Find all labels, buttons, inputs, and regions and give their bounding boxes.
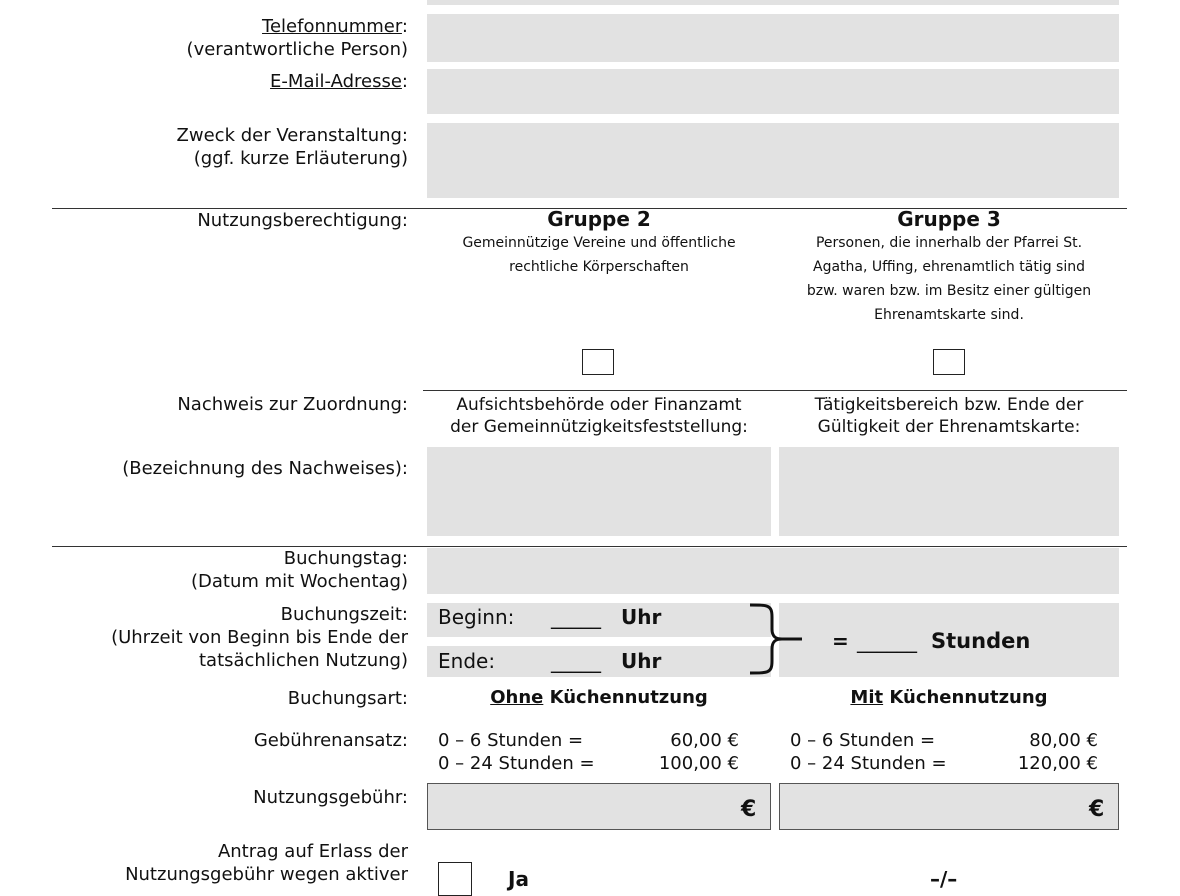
purpose-label-main: Zweck der Veranstaltung: <box>176 125 408 146</box>
usage-fee-with-currency: € <box>1089 797 1105 822</box>
usage-fee-with-field[interactable] <box>779 783 1119 830</box>
group3-title: Gruppe 3 <box>897 207 1001 231</box>
booking-day-label <box>191 547 408 593</box>
booking-day-label-sub: (Datum mit Wochentag) <box>190 571 408 592</box>
rate-without-row1-label: 0 – 6 Stunden = <box>438 730 584 751</box>
rate-without-row2-price: 100,00 € <box>658 753 739 774</box>
fee-rate-label: Gebührenansatz: <box>253 730 408 751</box>
usage-fee-label: Nutzungsgebühr: <box>253 787 408 808</box>
group2-block <box>427 207 771 279</box>
rate-with-row1-price: 80,00 € <box>1029 730 1098 751</box>
end-uhr: Uhr <box>621 649 662 673</box>
group3-block <box>779 207 1119 327</box>
proof-header-group2-line2: der Gemeinnützigkeitsfeststellung: <box>450 417 748 437</box>
proof-header-group3 <box>779 394 1119 438</box>
phone-label-colon: : <box>401 16 408 37</box>
phone-field[interactable] <box>427 14 1119 62</box>
proof-header-group2-line1: Aufsichtsbehörde oder Finanzamt <box>456 395 742 415</box>
proof-label: Nachweis zur Zuordnung: <box>177 394 408 415</box>
name-field-remnant[interactable] <box>427 0 1119 5</box>
usage-fee-without-field[interactable] <box>427 783 771 830</box>
purpose-label-sub: (ggf. kurze Erläuterung) <box>193 148 408 169</box>
group3-desc-line1: Personen, die innerhalb der Pfarrei St. <box>815 235 1083 251</box>
hours-equals: = <box>832 629 849 653</box>
booking-time-label-sub2: tatsächlichen Nutzung) <box>198 650 408 671</box>
proof-group2-field[interactable] <box>427 447 771 536</box>
group3-desc-line4: Ehrenamtskarte sind. <box>874 307 1024 323</box>
waiver-yes-label: Ja <box>508 867 529 891</box>
group2-checkbox[interactable] <box>582 349 614 375</box>
end-label: Ende: <box>438 649 496 673</box>
rate-with-row1-label: 0 – 6 Stunden = <box>790 730 936 751</box>
group3-checkbox[interactable] <box>933 349 965 375</box>
group3-desc-line2: Agatha, Uffing, ehrenamtlich tätig sind <box>813 259 1085 275</box>
booking-day-label-main: Buchungstag: <box>283 548 408 569</box>
begin-blank[interactable]: _____ <box>551 605 601 629</box>
booking-type-label: Buchungsart: <box>287 688 408 709</box>
brace-icon <box>746 601 806 677</box>
waiver-label-line2: Nutzungsgebühr wegen aktiver <box>125 864 408 885</box>
proof-header-group2 <box>427 394 771 438</box>
begin-uhr: Uhr <box>621 605 662 629</box>
hours-label: Stunden <box>931 629 1031 653</box>
email-field[interactable] <box>427 69 1119 114</box>
purpose-field[interactable] <box>427 123 1119 198</box>
proof-header-group3-line1: Tätigkeitsbereich bzw. Ende der <box>814 395 1084 415</box>
booking-time-label-sub1: (Uhrzeit von Beginn bis Ende der <box>111 627 408 648</box>
booking-type-without <box>427 686 771 710</box>
group2-title: Gruppe 2 <box>547 207 651 231</box>
rate-with-row2-label: 0 – 24 Stunden = <box>790 753 947 774</box>
divider-2 <box>423 390 1127 391</box>
end-blank[interactable]: _____ <box>551 649 601 673</box>
booking-day-field[interactable] <box>427 548 1119 594</box>
booking-type-without-rest: Küchennutzung <box>543 687 708 708</box>
booking-type-with-keyword: Mit <box>850 687 884 708</box>
waiver-checkbox[interactable] <box>438 862 472 896</box>
waiver-label-line1: Antrag auf Erlass der <box>217 841 408 862</box>
phone-label-main: Telefonnummer <box>262 16 402 37</box>
booking-time-label <box>111 603 408 672</box>
entitlement-label: Nutzungsberechtigung: <box>197 210 408 231</box>
phone-label <box>187 15 408 61</box>
hours-blank[interactable]: ______ <box>857 629 917 653</box>
purpose-label <box>177 124 408 170</box>
booking-time-label-main: Buchungszeit: <box>280 604 408 625</box>
booking-type-with-rest: Küchennutzung <box>883 687 1048 708</box>
rate-with-row2-price: 120,00 € <box>1017 753 1098 774</box>
proof-header-group3-line2: Gültigkeit der Ehrenamtskarte: <box>817 417 1081 437</box>
group3-desc-line3: bzw. waren bzw. im Besitz einer gültigen <box>806 283 1092 299</box>
usage-fee-without-currency: € <box>741 797 757 822</box>
proof-group3-field[interactable] <box>779 447 1119 536</box>
waiver-label <box>125 840 408 886</box>
rate-without-row1-price: 60,00 € <box>670 730 739 751</box>
phone-label-sub: (verantwortliche Person) <box>186 39 408 60</box>
group2-desc-line2: rechtliche Körperschaften <box>509 259 689 275</box>
email-label-colon: : <box>401 71 408 92</box>
booking-type-with <box>779 686 1119 710</box>
group2-desc-line1: Gemeinnützige Vereine und öffentliche <box>462 235 736 251</box>
booking-type-without-keyword: Ohne <box>490 687 544 708</box>
email-label-main: E-Mail-Adresse <box>270 71 402 92</box>
email-label <box>270 70 408 93</box>
proof-desc-label: (Bezeichnung des Nachweises): <box>122 458 408 479</box>
waiver-none-label: –/– <box>930 867 958 891</box>
rate-without-row2-label: 0 – 24 Stunden = <box>438 753 595 774</box>
begin-label: Beginn: <box>438 605 515 629</box>
